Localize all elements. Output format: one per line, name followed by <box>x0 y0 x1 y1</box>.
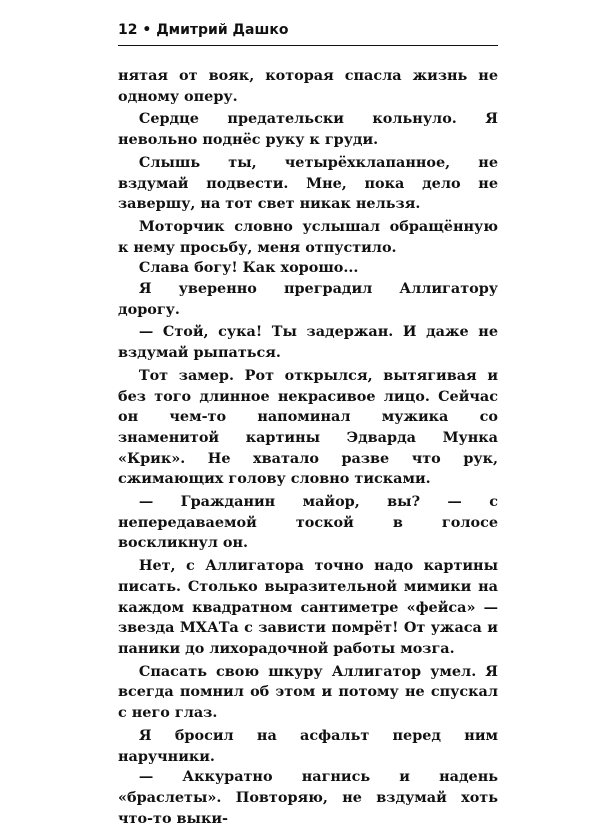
paragraph: Сердце предательски кольнуло. Я невольно поднёс руку к груди. <box>118 110 498 149</box>
body-text <box>118 66 498 829</box>
header-separator: • <box>142 22 152 38</box>
paragraph: — Гражданин майор, вы? — с непередаваемой тоской в голосе воскликнул он. <box>118 493 498 552</box>
paragraph: Тот замер. Рот открылся, вытягивая и без того длинное некрасивое лицо. Сейчас он чем-то напоминал мужика со знаменитой картины Эдварда Мунка «Крик». Не хватало разве что рук, сжимающих голову словно тисками. <box>118 366 498 488</box>
page-number: 12 <box>118 22 138 38</box>
header-author: Дмитрий Дашко <box>156 22 289 38</box>
running-header <box>118 18 498 42</box>
paragraph: нятая от вояк, которая спасла жизнь не одному оперу. <box>118 67 498 105</box>
paragraph: Слава богу! Как хорошо... <box>138 259 359 277</box>
header-rule <box>118 45 498 46</box>
paragraph: Я бросил на асфальт перед ним наручники. <box>118 726 498 765</box>
paragraph: Спасать свою шкуру Аллигатор умел. Я всегда помнил об этом и потому не спускал с него глаз. <box>118 662 498 722</box>
paragraph: Слышь ты, четырёхклапанное, не вздумай подвести. Мне, пока дело не завершу, на тот свет никак нельзя. <box>118 153 498 213</box>
paragraph: Я уверенно преградил Аллигатору дорогу. <box>118 280 498 318</box>
paragraph: Моторчик словно услышал обращённую к нему просьбу, меня отпустило. <box>118 217 498 256</box>
paragraph: — Стой, сука! Ты задержан. И даже не вздумай рыпаться. <box>118 323 498 362</box>
paragraph: Нет, с Аллигатора точно надо картины писать. Столько выразительной мимики на каждом квадратном сантиметре «фейса» — звезда МХАТа с зависти помрёт! От ужаса и паники до лихорадочной работы мозга. <box>118 557 498 657</box>
paragraph: — Аккуратно нагнись и надень «браслеты». Повторяю, не вздумай хоть что-то выки- <box>118 768 498 827</box>
